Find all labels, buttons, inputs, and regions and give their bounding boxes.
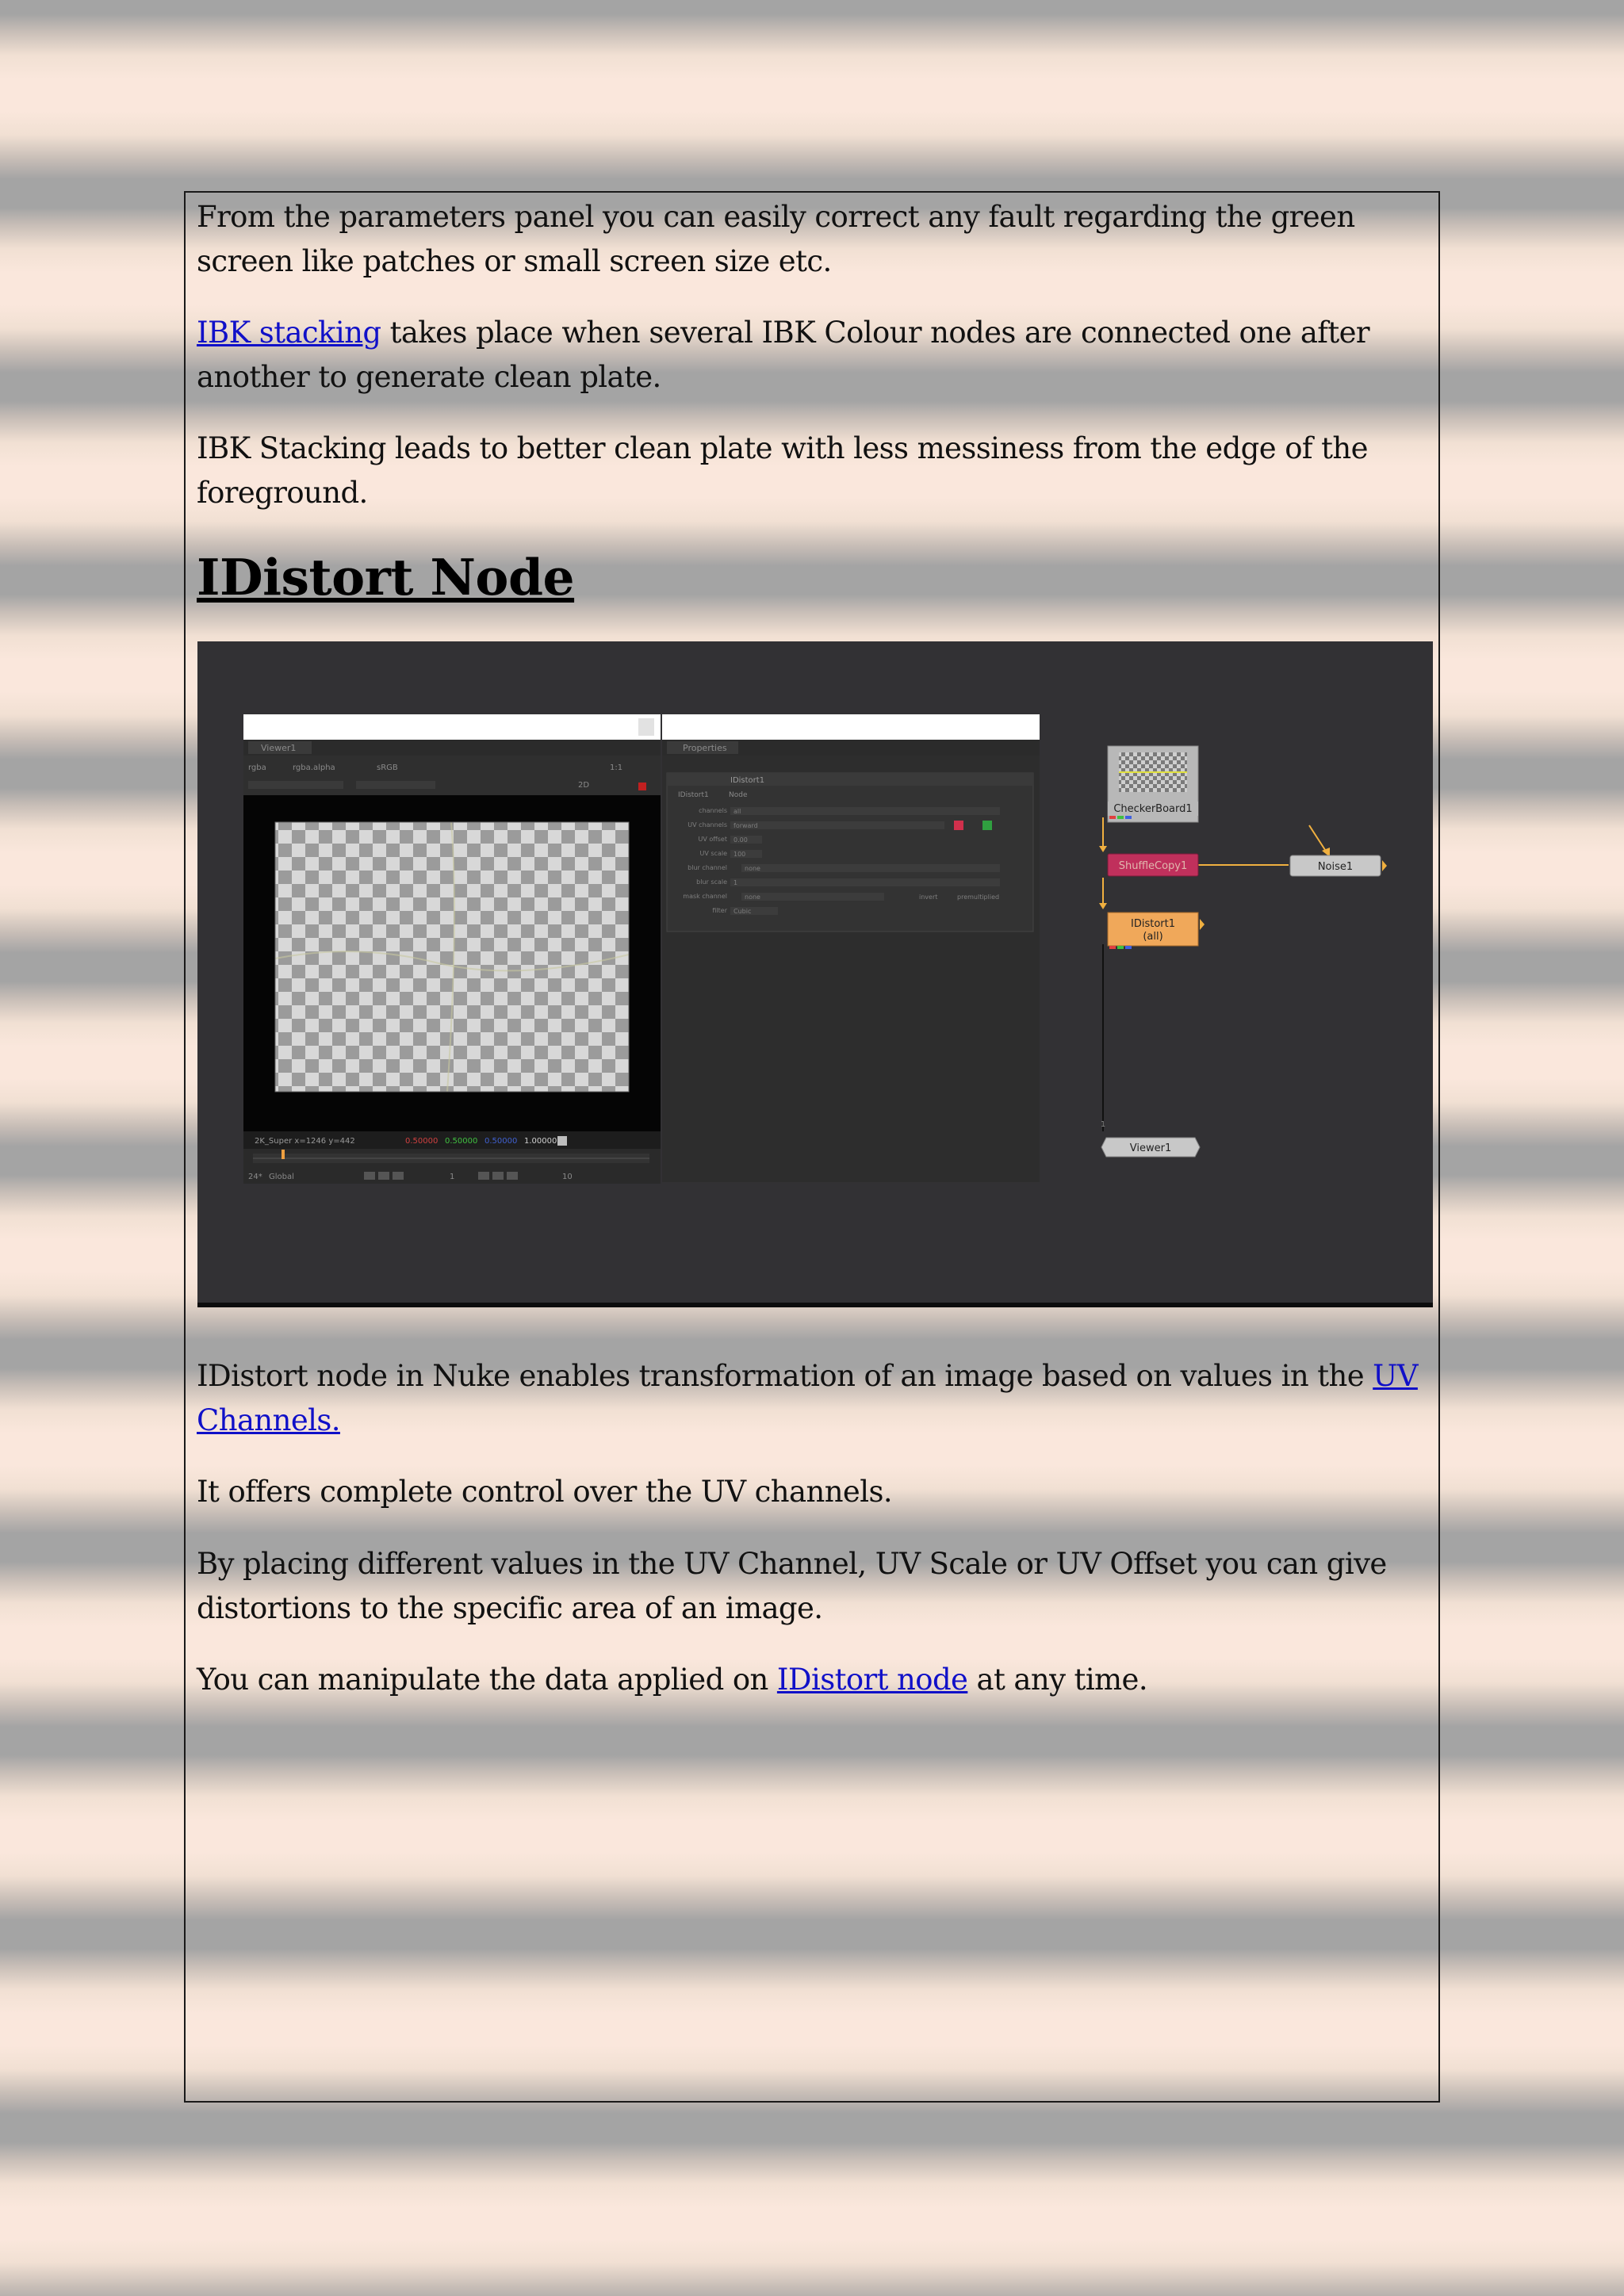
field-value-blur-scale: 1: [733, 879, 738, 886]
node-idistort[interactable]: [1108, 913, 1205, 949]
timeline-next-icon[interactable]: [492, 1172, 504, 1180]
paragraph-idistort-intro: [197, 1354, 1434, 1443]
properties-panel: [662, 714, 1040, 1182]
node-viewer-label: Viewer1: [1129, 1142, 1172, 1154]
uv-red-toggle-icon[interactable]: [954, 821, 963, 830]
viewer-green-value: 0.50000: [445, 1137, 478, 1146]
field-label-channels: channels: [699, 807, 727, 814]
field-label-uv-scale: UV scale: [699, 850, 727, 857]
field-channels[interactable]: [730, 807, 1000, 815]
field-value-channels: all: [733, 808, 741, 815]
field-label-mask-channel: mask channel: [683, 893, 727, 900]
timeline-prev-icon[interactable]: [378, 1172, 389, 1180]
field-value-uv-channels: forward: [733, 822, 758, 829]
viewer-window-button[interactable]: [638, 718, 654, 736]
paragraph-uv-control: It offers complete control over the UV channels.: [197, 1475, 893, 1509]
paragraph-idistort-intro-text: IDistort node in Nuke enables transformation of an image based on values in the: [197, 1359, 1373, 1393]
viewer-toolbar: [243, 756, 661, 795]
node-idistort-label: IDistort1: [1131, 918, 1175, 930]
field-label-blur-scale: blur scale: [696, 878, 727, 886]
idistort-node-link[interactable]: IDistort node: [776, 1663, 968, 1697]
timeline-fps[interactable]: 24*: [248, 1173, 262, 1181]
viewer-alpha-select[interactable]: rgba.alpha: [293, 763, 335, 772]
node-noise[interactable]: [1290, 855, 1387, 876]
viewer-colorspace-select[interactable]: sRGB: [377, 763, 398, 772]
paragraph-clean-plate: IBK Stacking leads to better clean plate with less messiness from the edge of the foreground.: [197, 431, 1368, 510]
paragraph-green-screen: From the parameters panel you can easily correct any fault regarding the green screen like patches or small screen size etc.: [197, 200, 1355, 278]
nuke-screenshot: [197, 641, 1433, 1307]
timeline-frame[interactable]: 1: [450, 1173, 455, 1181]
properties-node-name[interactable]: IDistort1: [730, 776, 765, 785]
field-label-filter: filter: [712, 907, 727, 914]
timeline-step[interactable]: 10: [562, 1173, 573, 1181]
timeline-play-icon[interactable]: [478, 1172, 489, 1180]
field-label-uv-channels: UV channels: [688, 821, 727, 828]
node-checkerboard-label: CheckerBoard1: [1113, 803, 1193, 815]
viewer-panel: [243, 714, 661, 1184]
node-idistort-sublabel: (all): [1143, 931, 1163, 943]
timeline-rewind-icon[interactable]: [364, 1172, 375, 1180]
node-shufflecopy[interactable]: [1108, 854, 1198, 876]
paragraph-manipulate-start: You can manipulate the data applied on: [197, 1663, 777, 1697]
section-heading: IDistort Node: [197, 548, 575, 607]
field-label-blur-channel: blur channel: [688, 864, 727, 871]
field-uv-channels[interactable]: [730, 821, 944, 829]
field-value-mask-channel: none: [745, 894, 760, 901]
viewer-mode[interactable]: 2D: [578, 781, 590, 790]
viewer-status-text: 2K_Super x=1246 y=442: [255, 1137, 355, 1146]
viewer-tab-label: Viewer1: [261, 743, 297, 753]
viewer-blue-value: 0.50000: [485, 1137, 518, 1146]
timeline-back-icon[interactable]: [393, 1172, 404, 1180]
viewer-channel-select[interactable]: rgba: [248, 763, 266, 772]
viewer-record-icon[interactable]: [638, 783, 646, 790]
field-value-blur-channel: none: [745, 865, 760, 872]
viewer-input-number: 1: [1100, 1120, 1106, 1129]
field-invert[interactable]: invert: [919, 894, 938, 901]
paragraph-ibk-stacking-text: takes place when several IBK Colour nodes are connected one after another to generate clean plate.: [197, 316, 1370, 394]
viewer-titlebar: [243, 714, 661, 740]
field-mask-channel[interactable]: [741, 893, 884, 901]
field-value-uv-offset: 0.00: [733, 836, 748, 844]
properties-node-tab[interactable]: IDistort1: [678, 791, 709, 799]
field-label-uv-offset: UV offset: [698, 836, 727, 843]
nuke-screenshot-canvas: [197, 641, 1433, 1303]
field-blur-channel[interactable]: [741, 864, 1000, 872]
field-blur-scale[interactable]: [730, 878, 1000, 886]
paragraph-manipulate: [197, 1658, 1434, 1702]
uv-channels-link[interactable]: UV Channels.: [197, 1359, 1418, 1437]
field-value-filter: Cubic: [733, 908, 752, 915]
node-checkerboard[interactable]: [1108, 746, 1198, 822]
viewer-alpha-value: 1.00000: [524, 1137, 557, 1146]
node-noise-label: Noise1: [1317, 861, 1354, 873]
uv-green-toggle-icon[interactable]: [982, 821, 992, 830]
node-shufflecopy-label: ShuffleCopy1: [1118, 860, 1188, 872]
properties-titlebar: [662, 714, 1040, 740]
field-value-uv-scale: 100: [733, 851, 746, 858]
viewer-red-value: 0.50000: [405, 1137, 439, 1146]
timeline-forward-icon[interactable]: [507, 1172, 518, 1180]
field-premultiplied[interactable]: premultiplied: [957, 894, 1000, 901]
viewer-zoom[interactable]: 1:1: [610, 763, 623, 772]
node-viewer[interactable]: [1101, 1138, 1200, 1157]
properties-tab-label: Properties: [683, 743, 727, 753]
distorted-checkerboard-image: [275, 822, 629, 1092]
paragraph-manipulate-end: at any time.: [967, 1663, 1147, 1697]
timeline-playhead[interactable]: [282, 1150, 285, 1159]
paragraph-ibk-stacking: [197, 311, 1434, 400]
properties-subtab[interactable]: Node: [729, 791, 748, 799]
node-graph: [1099, 746, 1387, 1157]
ibk-stacking-link[interactable]: IBK stacking: [197, 316, 381, 350]
paragraph-uv-values: By placing different values in the UV Channel, UV Scale or UV Offset you can give distortions to the specific area of an image.: [197, 1547, 1387, 1625]
timeline-mode[interactable]: Global: [269, 1173, 294, 1181]
